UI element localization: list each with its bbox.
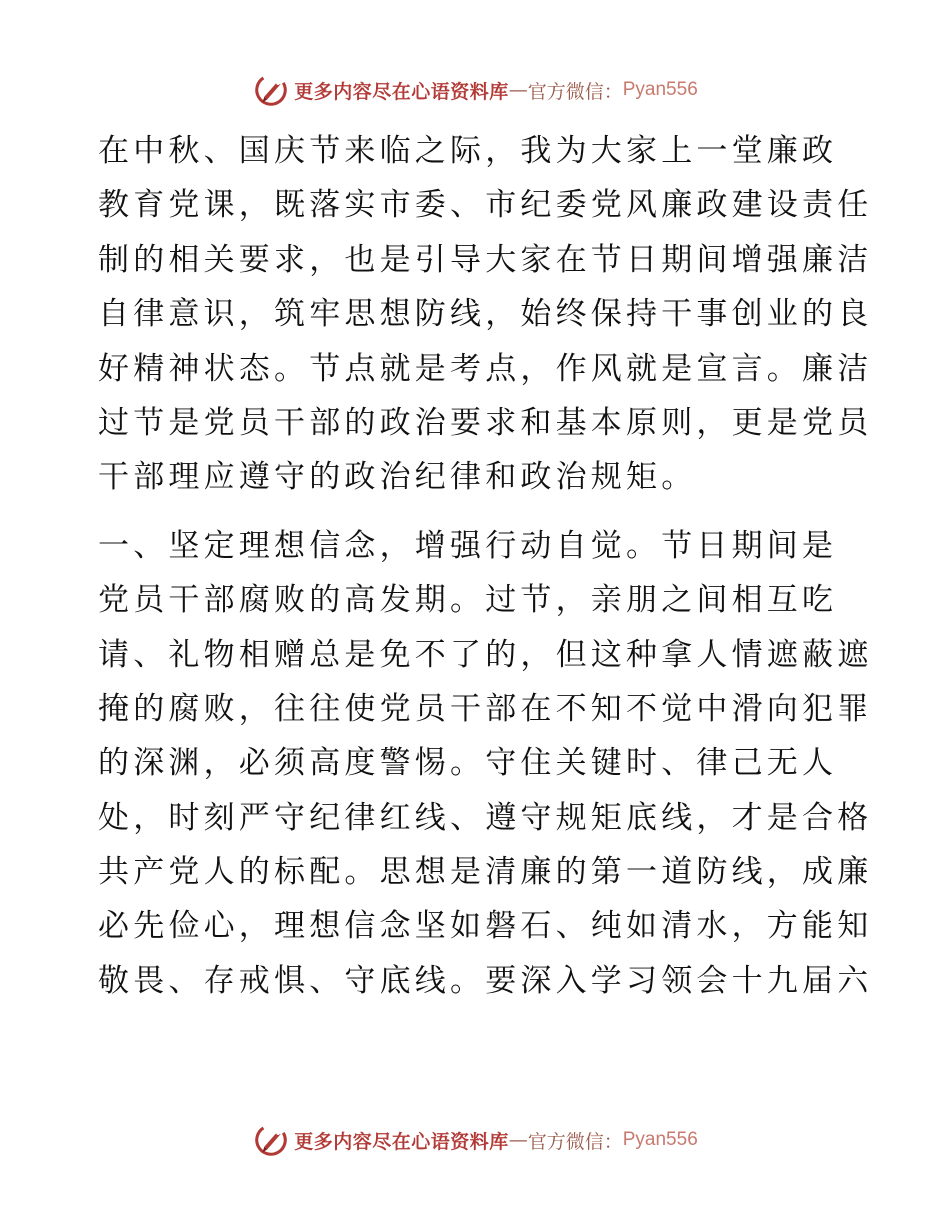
paragraph-section-one: [98, 519, 873, 1009]
text-line: 干部理应遵守的政治纪律和政治规矩。: [98, 459, 697, 496]
footer-separator: —: [508, 1129, 528, 1151]
text-line: 过节是党员干部的政治要求和基本原则，更是党员: [98, 404, 873, 441]
text-line: 共产党人的标配。思想是清廉的第一道防线，成廉: [98, 854, 873, 891]
text-line: 制的相关要求，也是引导大家在节日期间增强廉洁: [98, 241, 873, 278]
paragraph-spacer: [98, 505, 858, 519]
footer-brand-text: 更多内容尽在心语资料库: [294, 1130, 509, 1153]
text-line: 好精神状态。节点就是考点，作风就是宣言。廉洁: [98, 350, 873, 387]
text-line: 掩的腐败，往往使党员干部在不知不觉中滑向犯罪: [98, 690, 873, 727]
text-line: 一、坚定理想信念，增强行动自觉。节日期间是: [98, 527, 838, 564]
header-brand-text: 更多内容尽在心语资料库: [294, 80, 509, 103]
text-line: 必先俭心，理想信念坚如磐石、纯如清水，方能知: [98, 908, 873, 945]
text-line: 请、礼物相赠总是免不了的，但这种拿人情遮蔽遮: [98, 636, 873, 673]
paragraph-intro: [98, 124, 873, 505]
brand-logo-icon: [252, 71, 290, 109]
header-wechat-label: 官方微信：: [527, 80, 623, 103]
text-line: 处，时刻严守纪律红线、遵守规矩底线，才是合格: [98, 799, 873, 836]
text-line: 在中秋、国庆节来临之际，我为大家上一堂廉政: [98, 133, 838, 169]
footer-wechat-label: 官方微信：: [527, 1130, 623, 1153]
header-separator: —: [508, 79, 528, 101]
header-wechat-id: Pyan556: [622, 79, 698, 100]
footer-banner: [0, 1118, 950, 1162]
text-line: 党员干部腐败的高发期。过节，亲朋之间相互吃: [98, 582, 838, 619]
header-banner: [0, 68, 950, 112]
text-line: 敬畏、存戒惧、守底线。要深入学习领会十九届六: [98, 962, 873, 999]
document-body: [98, 124, 873, 1008]
footer-wechat-id: Pyan556: [622, 1129, 698, 1150]
brand-logo-icon: [252, 1121, 290, 1159]
text-line: 自律意识，筑牢思想防线，始终保持干事创业的良: [98, 296, 873, 333]
text-line: 教育党课，既落实市委、市纪委党风廉政建设责任: [98, 187, 873, 224]
text-line: 的深渊，必须高度警惕。守住关键时、律己无人: [98, 745, 838, 782]
